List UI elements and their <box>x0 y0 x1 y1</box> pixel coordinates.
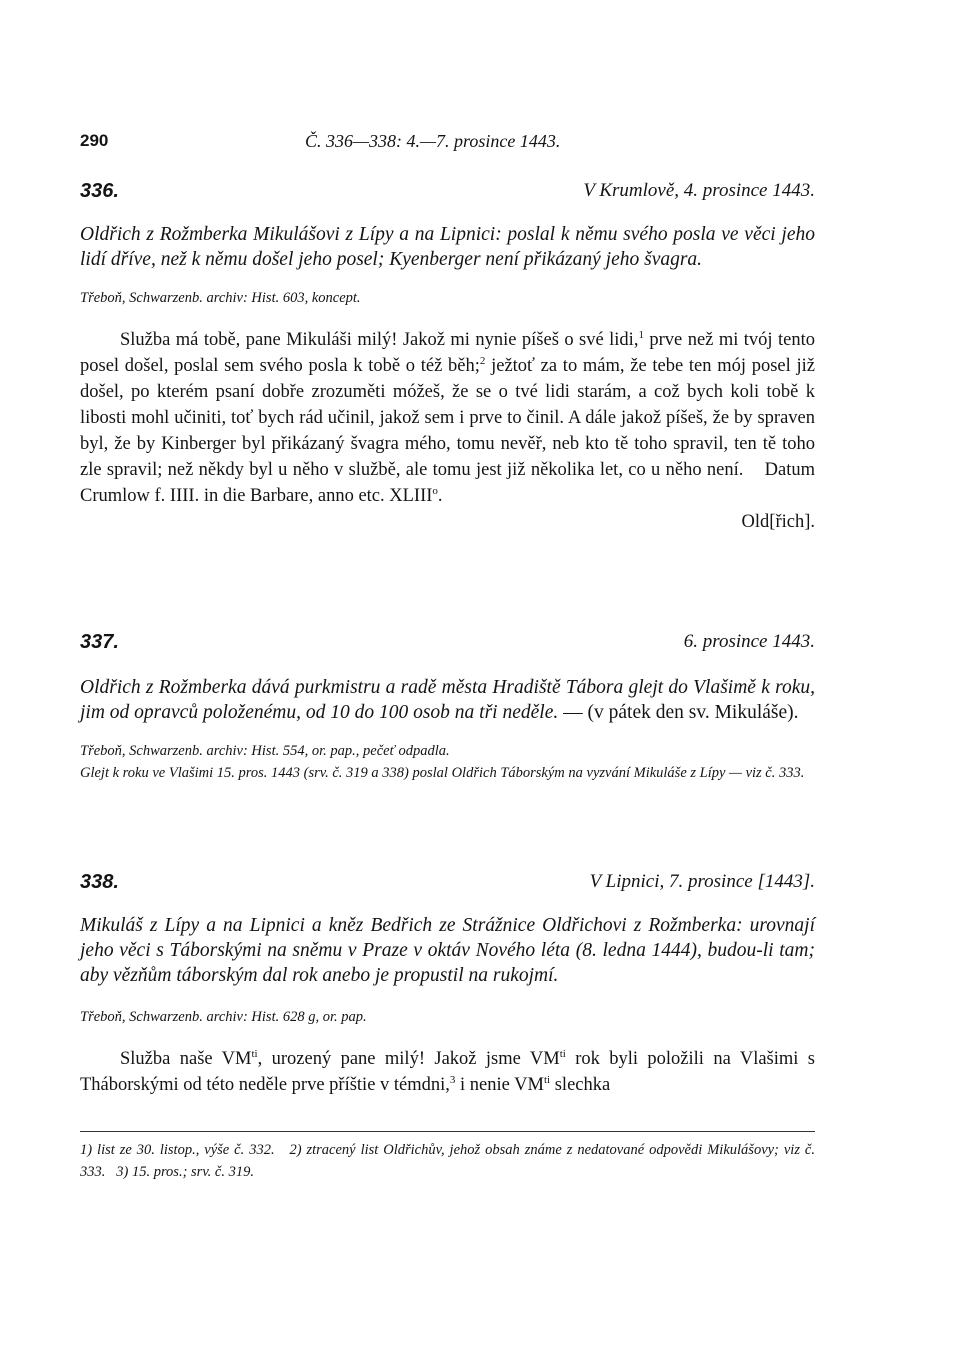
document-number: 337. <box>80 631 119 653</box>
footnote-ref: 3 <box>449 1073 456 1086</box>
text-segment: . <box>437 486 443 506</box>
footnote-ref: 1 <box>638 328 644 341</box>
regest-text: Oldřich z Rožmberka dává purkmistru a radě města Hradiště Tábora glejt do Vlašimě k roku, jim od opravců položenému, od 10 do 100 osob na tři neděle. <box>80 677 815 723</box>
document-signature: Old[řich]. <box>741 512 815 532</box>
text-segment: rok byli položili na Vlašimi s Tháborskými od této neděle prve příštie v témdni, <box>80 1049 816 1095</box>
document-place-date: V Lipnici, 7. prosince [1443]. <box>589 871 815 892</box>
document-place-date: 6. prosince 1443. <box>683 631 815 652</box>
document-source: Třeboň, Schwarzenb. archiv: Hist. 603, koncept. <box>80 290 361 306</box>
document-header <box>80 631 815 659</box>
document-source: Třeboň, Schwarzenb. archiv: Hist. 628 g, or. pap. <box>80 1009 367 1025</box>
running-head-title: Č. 336—338: 4.—7. prosince 1443. <box>305 131 561 151</box>
footnote-2: 2) ztracený list Oldřichův, jehož obsah známe z nedatované odpovědi Mikulášovy; viz č. 333. <box>80 1142 815 1180</box>
document-source: Třeboň, Schwarzenb. archiv: Hist. 554, or. pap., pečeť odpadla. <box>80 743 450 759</box>
document-place-date: V Krumlově, 4. prosince 1443. <box>583 180 815 201</box>
document-header <box>80 180 815 208</box>
text-segment: Služba naše VM <box>120 1049 252 1069</box>
superscript: ti <box>543 1073 551 1086</box>
document-regest <box>80 675 815 725</box>
document-source-note: Glejt k roku ve Vlašimi 15. pros. 1443 (srv. č. 319 a 338) poslal Oldřich Táborským na vyzvání Mikuláše z Lípy — viz č. 333. <box>80 765 805 781</box>
footnote-ref: 2 <box>479 354 486 367</box>
document-number: 336. <box>80 180 119 202</box>
document-number: 338. <box>80 871 119 893</box>
superscript: ti <box>559 1047 566 1060</box>
footnote-3: 3) 15. pros.; srv. č. 319. <box>116 1164 254 1180</box>
document-regest: Oldřich z Rožmberka Mikulášovi z Lípy a na Lipnici: poslal k němu svého posla ve věci jeho lidí dříve, než k němu došel jeho posel; Kyenberger není přikázaný jeho švagra. <box>80 224 815 270</box>
text-segment: Služba má tobě, pane Mikuláši milý! Jakož mi nynie píšeš o své lidi, <box>120 330 639 350</box>
footnotes <box>80 1139 815 1183</box>
document-337 <box>80 631 815 784</box>
footnote-divider <box>80 1131 815 1132</box>
datum-line: Datum Crumlow f. IIII. in die Barbare, anno etc. XLIII <box>80 460 816 506</box>
footnote-1: 1) list ze 30. listop., výše č. 332. <box>80 1142 275 1158</box>
text-segment: slechka <box>550 1075 611 1095</box>
document-336 <box>80 180 815 535</box>
page-number: 290 <box>80 131 109 150</box>
running-head <box>80 131 815 155</box>
document-text <box>80 1046 815 1098</box>
document-338 <box>80 871 815 1098</box>
regest-date-note: — (v pátek den sv. Mikuláše). <box>558 702 799 723</box>
document-text <box>80 327 815 509</box>
text-segment: , urozený pane milý! Jakož jsme VM <box>257 1049 560 1069</box>
document-header <box>80 871 815 899</box>
text-segment: i nenie VM <box>455 1075 544 1095</box>
text-segment: prve než mi tvój tento posel došel, poslal sem svého posla k tobě o též běh; <box>80 330 815 376</box>
text-segment: ježtoť za to mám, že tebe ten mój posel již došel, po kterém psaní dobře zrozuměti móžeš, že se o tvé lidi starám, a což bych koli tobě k libosti mohl učiniti, toť bych rád učinil, jakož sem i prve to činil. A dále jakož píšeš, že by spraven byl, že by Kinberger byl přikázaný švagra mého, tomu nevěř, neb kto tě toho spravil, ten tě toho zle spravil; než někdy byl u něho v službě, ale tomu jest již několika let, co u něho není. <box>80 356 815 480</box>
datum-superscript: o <box>432 484 438 497</box>
document-regest: Mikuláš z Lípy a na Lipnici a kněz Bedřich ze Strážnice Oldřichovi z Rožmberka: urovnají jeho věci s Táborskými na sněmu v Praze v oktáv Nového léta (8. ledna 1444), budou-li tam; aby vězňům táborským dal rok anebo je propustil na rukojmí. <box>80 915 815 986</box>
superscript: ti <box>251 1047 258 1060</box>
